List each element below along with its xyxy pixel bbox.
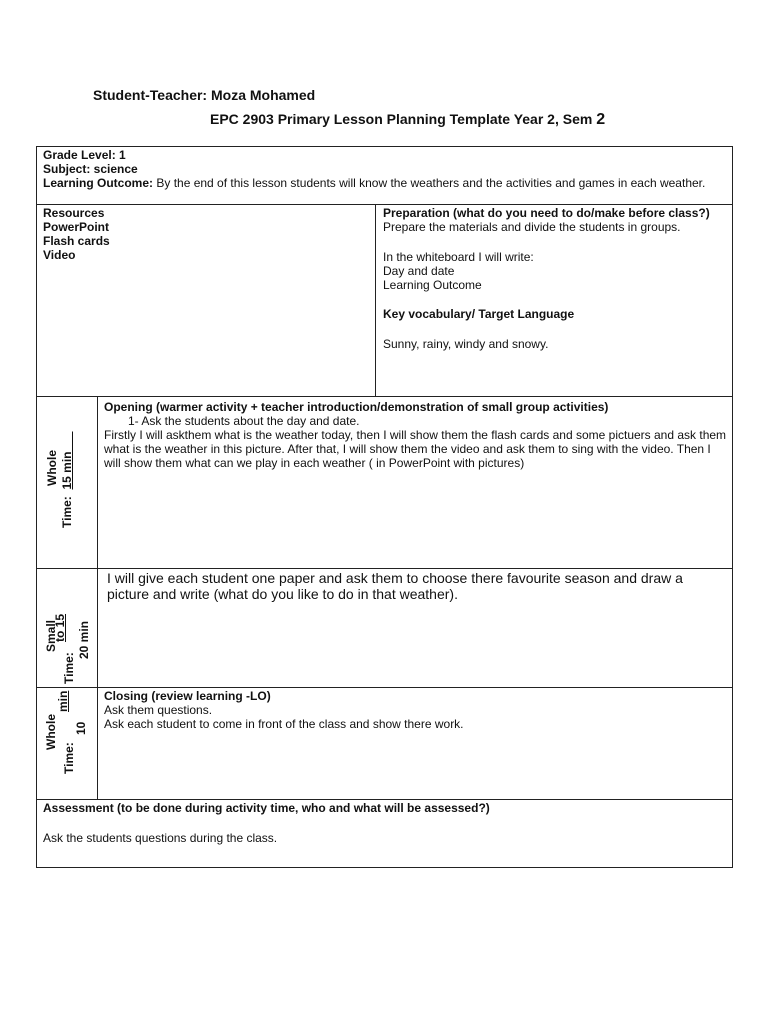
small-group-to: to 15 [53, 613, 67, 642]
closing-heading: Closing (review learning -LO) [104, 689, 271, 703]
closing-group-label: Whole [44, 714, 58, 750]
small-time-value: 20 min [77, 620, 91, 659]
divider-info [36, 204, 733, 205]
learning-outcome-label: Learning Outcome: [43, 176, 154, 190]
divider-opening [36, 568, 733, 569]
divider-resources-prep [375, 204, 376, 396]
opening-heading: Opening (warmer activity + teacher introduction/demonstration of small group activities) [104, 400, 609, 414]
small-time-label: Time: [62, 652, 76, 684]
preparation-section [383, 206, 728, 351]
small-group-label: Small [44, 619, 58, 652]
assessment-body: Ask the students questions during the class. [43, 831, 278, 845]
resource-item: Flash cards [43, 234, 110, 248]
preparation-line: Prepare the materials and divide the students in groups. [383, 220, 681, 234]
resource-item: PowerPoint [43, 220, 110, 234]
assessment-heading: Assessment (to be done during activity time, who and what will be assessed?) [43, 801, 490, 815]
opening-group-label: Whole [45, 450, 59, 486]
whiteboard-intro: In the whiteboard I will write: [383, 250, 534, 264]
resources-heading: Resources [43, 206, 105, 220]
resources-section [43, 206, 368, 262]
opening-time-value: 15 min [60, 451, 74, 490]
subject: Subject: science [43, 162, 138, 176]
resource-item: Video [43, 248, 76, 262]
sem-number: 2 [596, 111, 606, 128]
opening-time [60, 432, 74, 529]
preparation-heading: Preparation (what do you need to do/make before class?) [383, 206, 710, 220]
template-title-text: EPC 2903 Primary Lesson Planning Template Year 2, Sem [210, 111, 597, 127]
opening-time-label: Time: [60, 496, 74, 528]
closing-section [104, 689, 728, 731]
opening-body: Firstly I will askthem what is the weather today, then I will show them the flash cards and some pictuers and ask them what is the weather in this picture. After that, I will show them the video and ask them to sing with the video. Then I will show them what can we play in each weather ( in PowerPoint with pictures) [104, 428, 727, 470]
whiteboard-item: Day and date [383, 264, 455, 278]
small-group-body: I will give each student one paper and ask them to choose there favourite season and draw a picture and write (what do you like to do in that weather). [107, 570, 683, 602]
closing-min: min [56, 690, 70, 712]
info-section [43, 148, 728, 190]
closing-line: Ask them questions. [104, 703, 213, 717]
closing-time-label: Time: [62, 742, 76, 774]
student-teacher-name: Student-Teacher: Moza Mohamed [93, 87, 316, 103]
divider-side-column [97, 396, 98, 799]
vocab-heading: Key vocabulary/ Target Language [383, 307, 575, 321]
learning-outcome [43, 176, 728, 190]
opening-section [104, 400, 728, 470]
opening-item: 1- Ask the students about the day and date. [128, 414, 360, 428]
divider-closing [36, 799, 733, 800]
divider-resources [36, 396, 733, 397]
learning-outcome-text: By the end of this lesson students will know the weathers and the activities and games in each weather. [153, 176, 706, 190]
grade-level: Grade Level: 1 [43, 148, 126, 162]
vocab-list: Sunny, rainy, windy and snowy. [383, 337, 549, 351]
divider-small [36, 687, 733, 688]
closing-line: Ask each student to come in front of the class and show there work. [104, 717, 464, 731]
closing-time-value: 10 [74, 721, 88, 735]
assessment-section [43, 801, 728, 845]
whiteboard-item: Learning Outcome [383, 278, 482, 292]
template-title [210, 111, 605, 129]
